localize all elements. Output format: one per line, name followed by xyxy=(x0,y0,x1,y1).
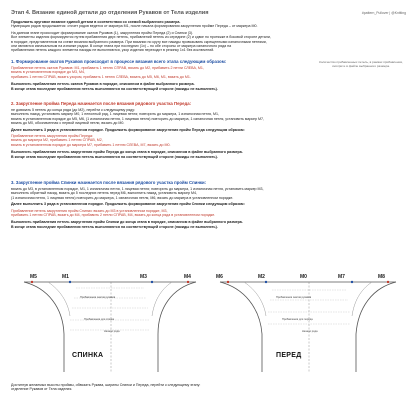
author-tag: #pattern_Pullover | @Knitting xyxy=(361,11,406,15)
intro-line: Все элементы изделия формируются путем прибавления двух петель, прибавлений петель из середине (2) и сдвиг по протяжке в боковой стороне детали, xyxy=(11,35,271,40)
instruction-line: Выполнить прибавления петель закругления пройм Переда до конца этапа в порядке, описанном в файле выбранного размера. xyxy=(11,150,243,155)
diagram-annotation: Прибавления для спинки xyxy=(84,318,115,321)
back-piece xyxy=(24,281,196,372)
instruction-line: Далее выполнить 3 ряда в установленном порядке. Продолжить формирование закругления пройм Переда следующим образом: xyxy=(11,127,245,132)
diagram-annotation: Прибавления окатов рукавов xyxy=(80,296,116,299)
section-heading: 2. Закругление пройма Переда начинается после вязания рядового участка Переда: xyxy=(11,101,192,106)
diagram-annotation: Прибавления окатов рукавов xyxy=(276,296,312,299)
increase-line: вязать до маркера М2, прибавить 1 петлю СПРАВ, М2, xyxy=(11,138,103,143)
front-piece xyxy=(220,281,396,372)
instruction-line: не довязать 5 петель до конца ряда (до М2), перейти к следующему ряду: xyxy=(11,108,136,112)
instruction-line: вязать в установленном порядке до М5, М6, (1 изнаночная петля, 1 лицевая петля) повторить до маркера, 1 изнаночная петля, установить маркер М7, xyxy=(11,116,264,121)
marker-label: M8 xyxy=(378,274,385,280)
marker-label: M7 xyxy=(338,274,345,280)
marker-label: M0 xyxy=(300,274,307,280)
intro-line: Нумерация рядов продолжается: отсчет рядов ведется от маркера М1, после начала формирования закругления пройме Переда – от маркера М0. xyxy=(11,24,258,29)
back-label: СПИНКА xyxy=(72,352,104,359)
footer-note xyxy=(11,383,200,392)
instruction-line: (1 изнаночная петля, 1 лицевая петля) повторить до маркера, 1 изнаночная петля, М6, вязать до маркера в установленном порядке. xyxy=(11,195,234,200)
marker-label: M3 xyxy=(140,274,147,280)
instruction-line: выполнить накид, установить маркер М0, 1 неполный ряд, 1 лицевая петля; повторить до маркера, 1 изнаночная петля, М1, xyxy=(11,112,219,117)
intro-line: На данном этапе происходит формирование окатов Рукавов (1), закругления пройм Переда (2) и Спинки (3). xyxy=(11,30,194,35)
intro-line: Продолжить круговое вязание единой детали в соответствии со схемой выбранного размера. xyxy=(11,20,181,24)
increase-line: Прибавление петель окатов Рукавов: М1, прибавить 1 петлю СПРАВ, вязать до М2, прибавить 2 петли СЛЕВА, М1, xyxy=(11,66,204,70)
intro-block xyxy=(11,20,271,53)
front-label: ПЕРЕД xyxy=(276,352,302,359)
intro-line: прибавлениях петель каждого элемента накиды не выполняются, узор изделия переходит в резинку 1х1 без исключений. xyxy=(11,48,215,53)
instruction-line: В конце этапа последние прибавления петель выполняются на соответствующей стороне (накиды не выполнять). xyxy=(11,86,218,91)
section-heading: 1. Формирование окатов Рукавов происходит в процессе вязания всего этапа следующим образом: xyxy=(11,59,227,64)
section-front-armhole xyxy=(11,101,264,159)
marker-label: M2 xyxy=(258,274,265,280)
increase-line: вязать в установленном порядке до М3, М4, xyxy=(11,70,85,75)
marker-label: M6 xyxy=(216,274,223,280)
section-sleeves xyxy=(11,59,311,91)
increase-line: прибавить 1 петлю СПРАВ, вязать до М4, прибавить 2 петли СПРАВ, М4, вязать до конца ряда в установленном порядке. xyxy=(11,213,216,218)
instruction-line: Выполнить прибавления петель окатов Рукавов в порядке, описанном в файле выбранного размера. xyxy=(11,82,195,87)
instruction-line: вязать до М3, в установленном порядке, М1, 1 изнаночная петля, 1 лицевая петля; повторить до маркера, 1 изнаночная петля, установить маркер М3, xyxy=(11,187,264,191)
instruction-line: В конце этапа последние прибавления петель выполняются на соответствующей стороне (накиды не выполнять). xyxy=(11,224,218,229)
page-title: Этап 4. Вязание единой детали до отделения Рукавов от Тела изделия xyxy=(11,10,209,16)
instruction-line: выполнить обратный накид, вязать до 5 последних петель перед М6, выполнить накид, установить маркер М4, xyxy=(11,191,197,196)
footer-line: отделение Рукавов от Тела изделия. xyxy=(11,387,73,392)
increase-line: прибавить 1 петлю СПРАВ, вязать узором, прибавить 1 петлю СЛЕВА, вязать до М5, М6, М1, вязать до М1. xyxy=(11,74,191,79)
instruction-line: Выполнить прибавления петель закругления пройм Спинки до конца этапа в порядке, описанном в файле выбранного размера. xyxy=(11,220,243,225)
increase-line: вязать в установленном порядке до маркера М7, прибавить 1 петлю СЛЕВА, М7, вязать до М0. xyxy=(11,142,171,147)
marker-label: M1 xyxy=(62,274,69,280)
section-heading: 3. Закругление пройма Спинки начинается после вязания рядового участка пройм Спинки: xyxy=(11,180,207,185)
increase-line: Прибавление петель закругления пройм Переда: xyxy=(11,134,94,139)
section-back-armhole xyxy=(11,180,264,229)
instruction-line: В конце этапа последние прибавления петель выполняются на соответствующей стороне (накиды не выполнять). xyxy=(11,154,218,159)
instruction-line: Далее выполнить 3 ряда в установленном порядке. Продолжить формирование закругления пройм Спинки следующим образом: xyxy=(11,202,245,207)
yoke-diagram xyxy=(8,268,408,374)
marker-label: M4 xyxy=(184,274,191,280)
side-note: Количество прибавленных петель, в рамках прибавления, смотрите в файле выбранного размера. xyxy=(319,60,403,68)
increase-line: Прибавление петель закругления пройм Спинки: вязать до М3 в установленном порядке, М3, xyxy=(11,208,168,213)
diagram-annotation: Начало ряда xyxy=(302,330,318,333)
diagram-annotation: Прибавления для переда xyxy=(282,318,313,321)
marker-label: M5 xyxy=(30,274,37,280)
diagram-annotation: Начало ряда xyxy=(104,330,120,333)
footer-line: Достигнув желаемых высоты проймы, обвязать Рукава, ширины Спинки и Переда, перейти к следующему этапу: xyxy=(11,383,201,387)
intro-line: в порядке, представленном на схеме вязания выбранного размера. При вязании по кругу все накиды провязывать скрещенными изнаночными петлями, xyxy=(11,39,267,44)
instruction-line: вязать до М0, обозначенная с первой лицевой петли, вязать до М0. xyxy=(11,121,125,126)
intro-line: они являются изначальным на изнанке рядом. В конце этапа при последних (1x) – по обе стороны от маркера изнаночного ряда на xyxy=(11,44,232,49)
